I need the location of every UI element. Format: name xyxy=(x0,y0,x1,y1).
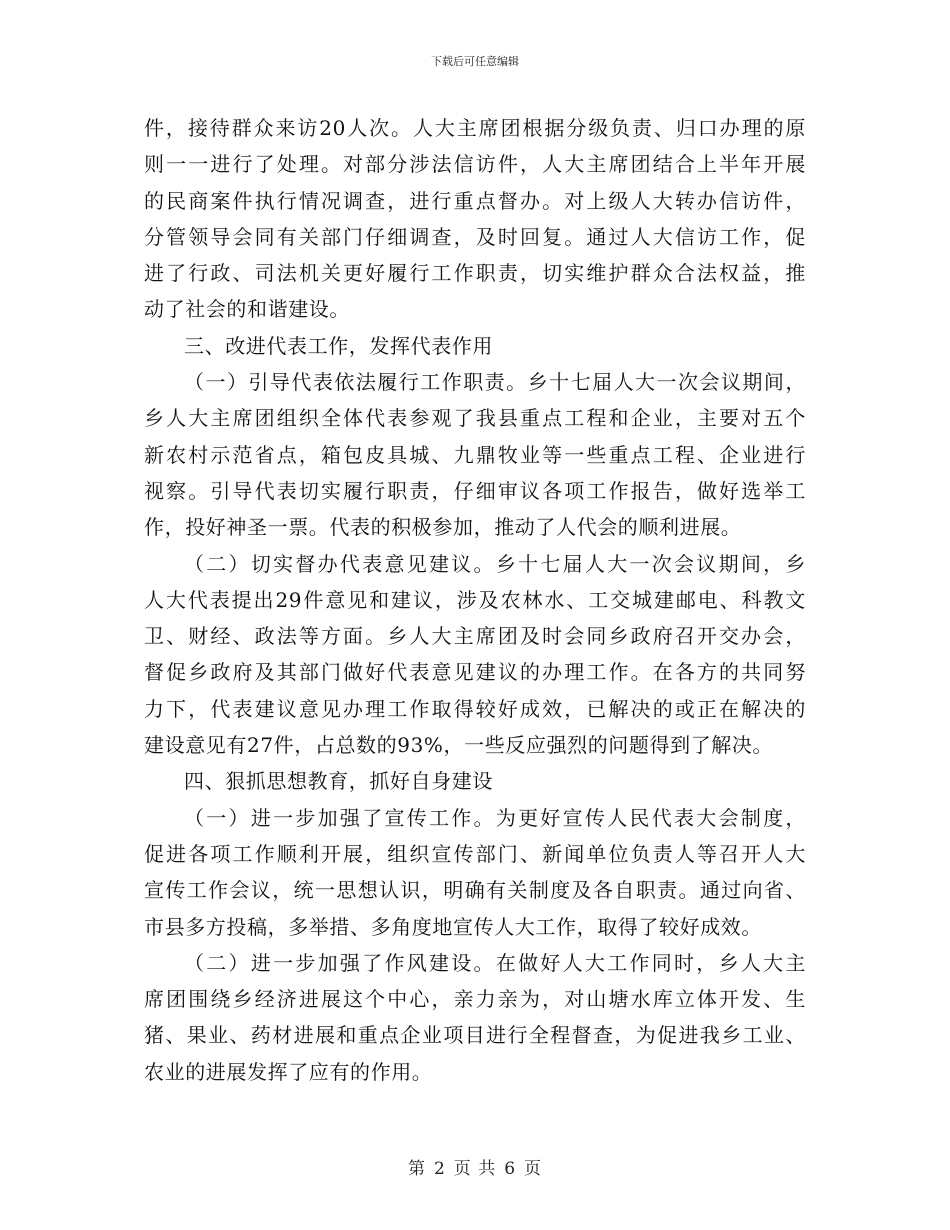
text-line: 作，投好神圣一票。代表的积极参加，推动了人代会的顺利进展。 xyxy=(144,515,742,540)
text-line: 农业的进展发挥了应有的作用。 xyxy=(144,1059,433,1084)
text-line: 乡人大主席团组织全体代表参观了我县重点工程和企业，主要对五个 xyxy=(144,406,806,431)
text-line: 动了社会的和谐建设。 xyxy=(144,297,350,322)
text-line: 人大代表提出29件意见和建议，涉及农林水、工交城建邮电、科教文 xyxy=(144,587,806,612)
text-line: 则一一进行了处理。对部分涉法信访件，人大主席团结合上半年开展 xyxy=(144,152,806,177)
text-line: 建设意见有27件，占总数的93%，一些反应强烈的问题得到了解决。 xyxy=(144,733,774,758)
text-line: 促进各项工作顺利开展，组织宣传部门、新闻单位负责人等召开人大 xyxy=(144,841,806,866)
paragraph-start: （一）进一步加强了宣传工作。为更好宣传人民代表大会制度， xyxy=(184,805,806,830)
text-line: 席团围绕乡经济进展这个中心，亲力亲为，对山塘水库立体开发、生 xyxy=(144,987,806,1012)
section-heading: 三、改进代表工作，发挥代表作用 xyxy=(184,333,493,358)
footer-middle: 页 共 xyxy=(453,1159,497,1179)
text-line: 视察。引导代表切实履行职责，仔细审议各项工作报告，做好选举工 xyxy=(144,478,806,503)
paragraph-start: （二）切实督办代表意见建议。乡十七届人大一次会议期间，乡 xyxy=(184,551,806,576)
page-total: 6 xyxy=(504,1159,517,1179)
section-heading: 四、狠抓思想教育，抓好自身建设 xyxy=(184,769,493,794)
text-line: 卫、财经、政法等方面。乡人大主席团及时会同乡政府召开交办会， xyxy=(144,624,806,649)
text-line: 督促乡政府及其部门做好代表意见建议的办理工作。在各方的共同努 xyxy=(144,660,806,685)
footer-suffix: 页 xyxy=(524,1159,543,1179)
text-line: 力下，代表建议意见办理工作取得较好成效，已解决的或正在解决的 xyxy=(144,696,806,721)
text-line: 新农村示范省点，箱包皮具城、九鼎牧业等一些重点工程、企业进行 xyxy=(144,442,806,467)
page-header: 下载后可任意编辑 xyxy=(431,55,519,68)
text-line: 宣传工作会议，统一思想认识，明确有关制度及各自职责。通过向省、 xyxy=(144,878,806,903)
text-line: 进了行政、司法机关更好履行工作职责，切实维护群众合法权益，推 xyxy=(144,261,806,286)
paragraph-start: （一）引导代表依法履行工作职责。乡十七届人大一次会议期间， xyxy=(184,370,806,395)
text-line: 件，接待群众来访20人次。人大主席团根据分级负责、归口办理的原 xyxy=(144,116,806,140)
paragraph-start: （二）进一步加强了作风建设。在做好人大工作同时，乡人大主 xyxy=(184,950,806,975)
text-line: 猪、果业、药材进展和重点企业项目进行全程督查，为促进我乡工业、 xyxy=(144,1023,806,1048)
text-line: 市县多方投稿，多举措、多角度地宣传人大工作，取得了较好成效。 xyxy=(144,914,762,939)
page-number: 2 xyxy=(433,1159,446,1179)
text-line: 分管领导会同有关部门仔细调查，及时回复。通过人大信访工作，促 xyxy=(144,224,806,249)
footer-prefix: 第 xyxy=(407,1159,426,1179)
body-text xyxy=(144,110,806,1090)
text-line: 的民商案件执行情况调查，进行重点督办。对上级人大转办信访件， xyxy=(144,188,806,213)
page-footer xyxy=(0,1154,950,1179)
